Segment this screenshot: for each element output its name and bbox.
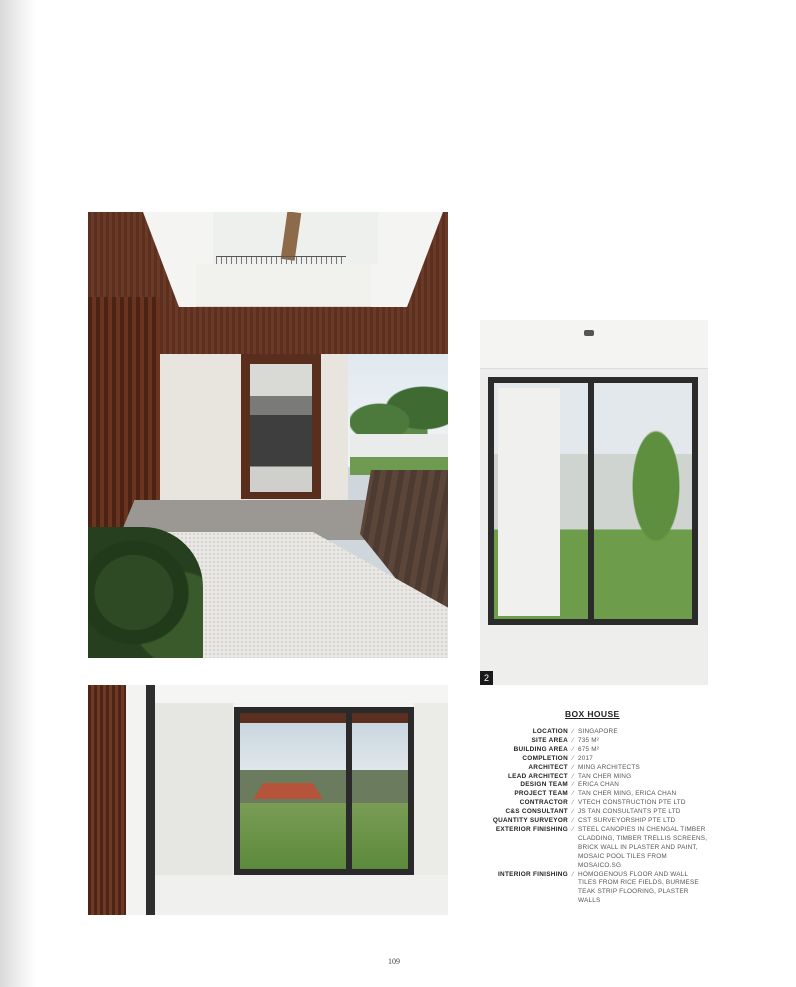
credit-row (468, 737, 718, 746)
interior-garden-view-photo (88, 685, 448, 915)
credit-label: BUILDING AREA (513, 745, 568, 753)
credit-row (468, 781, 718, 790)
credit-label: PROJECT TEAM (514, 790, 568, 798)
credit-row (468, 728, 718, 737)
project-title: BOX HOUSE (565, 709, 620, 719)
credit-label: SITE AREA (531, 736, 568, 744)
sliding-door-photo (480, 320, 708, 685)
credit-value: 2017 (578, 754, 594, 762)
credit-label: CONTRACTOR (519, 799, 568, 807)
credit-row (468, 790, 718, 799)
credit-row (468, 746, 718, 755)
credit-value: SINGAPORE (578, 728, 618, 735)
credit-separator: ⁄ (572, 825, 574, 833)
credit-value: 675 M² (578, 745, 600, 753)
credit-value: STEEL CANOPIES IN CHENGAL TIMBER CLADDING, TIMBER TRELLIS SCREENS, BRICK WALL IN PLASTER AND PAINT, MOSAIC POOL TILES FROM MOSAICO.SG (578, 825, 708, 869)
credit-label: LEAD ARCHITECT (507, 772, 568, 780)
credit-separator: ⁄ (572, 745, 574, 753)
credit-row (468, 799, 718, 808)
credit-separator: ⁄ (572, 790, 574, 798)
credit-row (468, 817, 718, 826)
book-spine-shadow (0, 0, 36, 987)
credit-row (468, 773, 718, 782)
page-number: 109 (388, 957, 400, 966)
credit-label: DESIGN TEAM (520, 781, 568, 789)
credit-value: JS TAN CONSULTANTS PTE LTD (578, 808, 681, 816)
credit-value: ERICA CHAN (578, 781, 620, 789)
credit-separator: ⁄ (572, 728, 574, 735)
credit-separator: ⁄ (572, 817, 574, 825)
credit-row (468, 871, 718, 907)
credit-value: HOMOGENOUS FLOOR AND WALL TILES FROM RICE FIELDS, BURMESE TEAK STRIP FLOORING, PLASTER WALLS (578, 870, 699, 905)
credit-row (468, 808, 718, 817)
credit-row (468, 826, 718, 871)
credit-label: QUANTITY SURVEYOR (492, 817, 568, 825)
credit-value: TAN CHER MING (578, 772, 632, 780)
credit-value: VTECH CONSTRUCTION PTE LTD (578, 799, 686, 807)
downlight (584, 330, 594, 336)
credit-value: 735 M² (578, 736, 600, 744)
credit-separator: ⁄ (572, 754, 574, 762)
credit-label: ARCHITECT (528, 763, 568, 771)
entrance-courtyard-photo (88, 212, 448, 658)
credit-value: MING ARCHITECTS (578, 763, 640, 771)
credit-separator: ⁄ (572, 808, 574, 816)
credit-value: TAN CHER MING, ERICA CHAN (578, 790, 677, 798)
garden-tree (620, 430, 692, 570)
credit-label: LOCATION (532, 728, 568, 735)
credit-label: EXTERIOR FINISHING (495, 825, 568, 833)
credit-row (468, 755, 718, 764)
credit-separator: ⁄ (572, 736, 574, 744)
credit-separator: ⁄ (572, 870, 574, 878)
credit-label: C&S CONSULTANT (505, 808, 568, 816)
photo-number-badge: 2 (480, 671, 493, 685)
credit-value: CST SURVEYORSHIP PTE LTD (578, 817, 676, 825)
credit-row (468, 764, 718, 773)
credit-separator: ⁄ (572, 781, 574, 789)
credit-separator: ⁄ (572, 799, 574, 807)
credit-separator: ⁄ (572, 772, 574, 780)
shrub (88, 527, 203, 658)
credit-label: COMPLETION (522, 754, 568, 762)
project-credits (468, 728, 718, 906)
credit-label: INTERIOR FINISHING (497, 870, 568, 878)
credit-separator: ⁄ (572, 763, 574, 771)
timber-screen (88, 297, 160, 532)
garden-lawn (240, 803, 408, 869)
timber-screen (88, 685, 126, 915)
